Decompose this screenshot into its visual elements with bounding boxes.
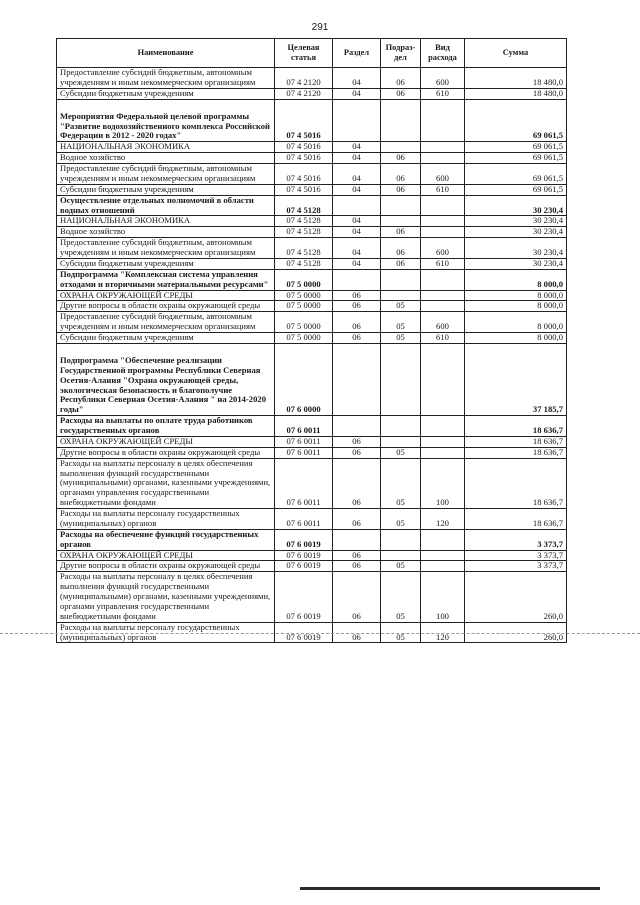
header-amount: Сумма	[465, 39, 567, 68]
row-section-cell	[333, 99, 381, 142]
table-row	[57, 216, 567, 227]
row-amount-cell: 18 480,0	[465, 68, 567, 89]
row-type-cell	[421, 227, 465, 238]
row-subsection-cell: 06	[381, 184, 421, 195]
row-name-cell: Расходы на выплаты по оплате труда работников государственных органов	[57, 416, 275, 437]
row-amount-cell: 30 230,4	[465, 195, 567, 216]
row-amount-cell: 69 061,5	[465, 153, 567, 164]
row-name-cell: Расходы на обеспечение функций государственных органов	[57, 529, 275, 550]
row-code-cell: 07 4 5016	[275, 99, 333, 142]
row-amount-cell: 3 373,7	[465, 529, 567, 550]
row-type-cell	[421, 550, 465, 561]
row-section-cell: 04	[333, 164, 381, 185]
row-section-cell: 06	[333, 572, 381, 622]
row-section-cell: 06	[333, 509, 381, 530]
row-name-cell: Расходы на выплаты персоналу в целях обеспечения выполнения функций государственными (муниципальными) органами, казенными учреждениями, органами управления государственными внебюджетными фондами	[57, 458, 275, 508]
row-section-cell: 06	[333, 312, 381, 333]
row-amount-cell: 8 000,0	[465, 301, 567, 312]
row-amount-cell: 8 000,0	[465, 333, 567, 344]
table-row	[57, 258, 567, 269]
row-subsection-cell	[381, 99, 421, 142]
header-section: Раздел	[333, 39, 381, 68]
row-name-cell: Другие вопросы в области охраны окружающей среды	[57, 447, 275, 458]
row-code-cell: 07 4 5016	[275, 164, 333, 185]
table-row	[57, 301, 567, 312]
table-row	[57, 529, 567, 550]
row-type-cell: 600	[421, 164, 465, 185]
row-code-cell: 07 4 2120	[275, 88, 333, 99]
table-row	[57, 343, 567, 415]
row-subsection-cell	[381, 416, 421, 437]
row-name-cell: Водное хозяйство	[57, 153, 275, 164]
row-type-cell: 120	[421, 509, 465, 530]
row-code-cell: 07 4 5128	[275, 195, 333, 216]
row-subsection-cell	[381, 436, 421, 447]
row-code-cell: 07 5 0000	[275, 290, 333, 301]
table-row	[57, 312, 567, 333]
row-type-cell	[421, 343, 465, 415]
row-name-cell: Расходы на выплаты персоналу в целях обеспечения выполнения функций государственными (муниципальными) органами, казенными учреждениями, органами управления государственными внебюджетными фондами	[57, 572, 275, 622]
row-amount-cell: 69 061,5	[465, 164, 567, 185]
header-expense-type: Вид расхода	[421, 39, 465, 68]
row-section-cell: 06	[333, 561, 381, 572]
row-code-cell: 07 6 0019	[275, 529, 333, 550]
row-type-cell	[421, 436, 465, 447]
row-name-cell: Предоставление субсидий бюджетным, автономным учреждениям и иным некоммерческим организациям	[57, 312, 275, 333]
row-section-cell: 04	[333, 238, 381, 259]
row-subsection-cell: 05	[381, 312, 421, 333]
row-code-cell: 07 5 0000	[275, 301, 333, 312]
row-amount-cell: 18 636,7	[465, 458, 567, 508]
row-subsection-cell: 06	[381, 68, 421, 89]
row-subsection-cell: 05	[381, 572, 421, 622]
row-subsection-cell	[381, 290, 421, 301]
row-name-cell: Подпрограмма "Комплексная система управления отходами и вторичными материальными ресурсами"	[57, 269, 275, 290]
row-section-cell: 06	[333, 436, 381, 447]
row-amount-cell: 260,0	[465, 572, 567, 622]
row-amount-cell: 18 636,7	[465, 447, 567, 458]
row-code-cell: 07 4 5016	[275, 153, 333, 164]
row-name-cell: Субсидии бюджетным учреждениям	[57, 184, 275, 195]
table-row	[57, 184, 567, 195]
row-section-cell	[333, 416, 381, 437]
row-code-cell: 07 6 0019	[275, 561, 333, 572]
row-name-cell: НАЦИОНАЛЬНАЯ ЭКОНОМИКА	[57, 216, 275, 227]
row-subsection-cell: 06	[381, 164, 421, 185]
row-code-cell: 07 4 5128	[275, 227, 333, 238]
row-code-cell: 07 4 5128	[275, 258, 333, 269]
row-name-cell: Водное хозяйство	[57, 227, 275, 238]
row-name-cell: Предоставление субсидий бюджетным, автономным учреждениям и иным некоммерческим организациям	[57, 238, 275, 259]
row-section-cell: 04	[333, 68, 381, 89]
table-row	[57, 99, 567, 142]
row-section-cell: 04	[333, 153, 381, 164]
table-row	[57, 436, 567, 447]
row-type-cell	[421, 447, 465, 458]
row-code-cell: 07 4 5016	[275, 184, 333, 195]
row-name-cell: Другие вопросы в области охраны окружающей среды	[57, 301, 275, 312]
row-section-cell: 04	[333, 142, 381, 153]
row-code-cell: 07 5 0000	[275, 333, 333, 344]
row-code-cell: 07 6 0011	[275, 436, 333, 447]
table-row	[57, 333, 567, 344]
row-type-cell: 600	[421, 68, 465, 89]
row-subsection-cell	[381, 142, 421, 153]
row-type-cell: 610	[421, 333, 465, 344]
row-section-cell: 04	[333, 88, 381, 99]
row-amount-cell: 8 000,0	[465, 312, 567, 333]
row-type-cell: 120	[421, 622, 465, 643]
table-row	[57, 458, 567, 508]
row-code-cell: 07 6 0011	[275, 509, 333, 530]
row-amount-cell: 30 230,4	[465, 238, 567, 259]
header-name: Наименование	[57, 39, 275, 68]
row-name-cell: Предоставление субсидий бюджетным, автономным учреждениям и иным некоммерческим организациям	[57, 68, 275, 89]
row-name-cell: ОХРАНА ОКРУЖАЮЩЕЙ СРЕДЫ	[57, 290, 275, 301]
row-section-cell: 06	[333, 550, 381, 561]
row-code-cell: 07 6 0019	[275, 572, 333, 622]
scan-edge-bar	[300, 887, 600, 890]
row-amount-cell: 18 636,7	[465, 416, 567, 437]
row-name-cell: Субсидии бюджетным учреждениям	[57, 258, 275, 269]
row-section-cell	[333, 269, 381, 290]
row-section-cell: 06	[333, 458, 381, 508]
row-amount-cell: 18 636,7	[465, 436, 567, 447]
row-name-cell: Субсидии бюджетным учреждениям	[57, 88, 275, 99]
row-amount-cell: 18 636,7	[465, 509, 567, 530]
row-subsection-cell: 05	[381, 447, 421, 458]
table-row	[57, 269, 567, 290]
row-amount-cell: 37 185,7	[465, 343, 567, 415]
row-name-cell: Расходы на выплаты персоналу государственных (муниципальных) органов	[57, 622, 275, 643]
row-amount-cell: 30 230,4	[465, 227, 567, 238]
row-subsection-cell: 05	[381, 622, 421, 643]
row-subsection-cell	[381, 195, 421, 216]
row-type-cell: 600	[421, 312, 465, 333]
row-amount-cell: 3 373,7	[465, 561, 567, 572]
table-row	[57, 164, 567, 185]
row-type-cell	[421, 216, 465, 227]
row-subsection-cell: 06	[381, 153, 421, 164]
row-type-cell	[421, 142, 465, 153]
row-name-cell: НАЦИОНАЛЬНАЯ ЭКОНОМИКА	[57, 142, 275, 153]
row-subsection-cell	[381, 550, 421, 561]
row-subsection-cell: 06	[381, 227, 421, 238]
row-subsection-cell	[381, 343, 421, 415]
row-type-cell: 610	[421, 258, 465, 269]
table-row	[57, 509, 567, 530]
header-code: Целевая статья	[275, 39, 333, 68]
row-subsection-cell: 05	[381, 458, 421, 508]
row-section-cell	[333, 529, 381, 550]
row-subsection-cell: 06	[381, 258, 421, 269]
row-subsection-cell	[381, 269, 421, 290]
row-name-cell: Подпрограмма "Обеспечение реализации Государственной программы Республики Северная Осетия-Алания "Охрана окружающей среды, экологическая безопасность и благополучие Республики Северная Осетия-Алания " на 2014-2020 годы"	[57, 343, 275, 415]
row-section-cell: 04	[333, 258, 381, 269]
row-section-cell: 04	[333, 184, 381, 195]
table-row	[57, 447, 567, 458]
row-code-cell: 07 5 0000	[275, 269, 333, 290]
row-type-cell: 100	[421, 572, 465, 622]
row-name-cell: ОХРАНА ОКРУЖАЮЩЕЙ СРЕДЫ	[57, 550, 275, 561]
row-subsection-cell: 06	[381, 88, 421, 99]
row-amount-cell: 30 230,4	[465, 258, 567, 269]
row-type-cell	[421, 561, 465, 572]
scan-fold-line	[0, 633, 640, 634]
row-name-cell: Предоставление субсидий бюджетным, автономным учреждениям и иным некоммерческим организациям	[57, 164, 275, 185]
row-amount-cell: 69 061,5	[465, 99, 567, 142]
row-type-cell: 610	[421, 184, 465, 195]
row-code-cell: 07 6 0019	[275, 550, 333, 561]
row-type-cell	[421, 195, 465, 216]
row-section-cell	[333, 343, 381, 415]
table-row	[57, 238, 567, 259]
row-type-cell: 610	[421, 88, 465, 99]
row-type-cell: 600	[421, 238, 465, 259]
row-subsection-cell: 05	[381, 509, 421, 530]
row-subsection-cell: 05	[381, 561, 421, 572]
row-section-cell: 06	[333, 290, 381, 301]
table-row	[57, 153, 567, 164]
row-type-cell	[421, 529, 465, 550]
table-row	[57, 68, 567, 89]
header-subsection: Подраз-дел	[381, 39, 421, 68]
row-amount-cell: 30 230,4	[465, 216, 567, 227]
table-row	[57, 142, 567, 153]
row-amount-cell: 260,0	[465, 622, 567, 643]
row-name-cell: Другие вопросы в области охраны окружающей среды	[57, 561, 275, 572]
row-section-cell	[333, 195, 381, 216]
row-subsection-cell: 06	[381, 238, 421, 259]
row-type-cell	[421, 301, 465, 312]
row-code-cell: 07 5 0000	[275, 312, 333, 333]
row-type-cell	[421, 416, 465, 437]
row-amount-cell: 8 000,0	[465, 269, 567, 290]
row-section-cell: 06	[333, 301, 381, 312]
row-name-cell: Мероприятия Федеральной целевой программы "Развитие водохозяйственного комплекса Российской Федерации в 2012 - 2020 годах"	[57, 99, 275, 142]
row-type-cell	[421, 153, 465, 164]
budget-table	[56, 38, 567, 643]
row-section-cell: 04	[333, 216, 381, 227]
row-name-cell: Расходы на выплаты персоналу государственных (муниципальных) органов	[57, 509, 275, 530]
row-code-cell: 07 6 0011	[275, 458, 333, 508]
row-subsection-cell: 05	[381, 301, 421, 312]
row-amount-cell: 69 061,5	[465, 184, 567, 195]
row-code-cell: 07 4 2120	[275, 68, 333, 89]
row-amount-cell: 18 480,0	[465, 88, 567, 99]
table-row	[57, 88, 567, 99]
table-row	[57, 572, 567, 622]
row-type-cell	[421, 269, 465, 290]
page-number: 291	[311, 22, 329, 33]
table-row	[57, 561, 567, 572]
row-section-cell: 06	[333, 333, 381, 344]
row-name-cell: ОХРАНА ОКРУЖАЮЩЕЙ СРЕДЫ	[57, 436, 275, 447]
row-section-cell: 06	[333, 622, 381, 643]
row-code-cell: 07 6 0011	[275, 416, 333, 437]
row-name-cell: Осуществление отдельных полномочий в области водных отношений	[57, 195, 275, 216]
row-amount-cell: 69 061,5	[465, 142, 567, 153]
row-code-cell: 07 4 5128	[275, 216, 333, 227]
table-row	[57, 290, 567, 301]
table-body	[57, 68, 567, 643]
row-type-cell	[421, 99, 465, 142]
row-subsection-cell	[381, 529, 421, 550]
row-subsection-cell	[381, 216, 421, 227]
row-name-cell: Субсидии бюджетным учреждениям	[57, 333, 275, 344]
table-row	[57, 227, 567, 238]
table-row	[57, 195, 567, 216]
table-row	[57, 550, 567, 561]
row-type-cell	[421, 290, 465, 301]
row-code-cell: 07 6 0019	[275, 622, 333, 643]
row-code-cell: 07 6 0000	[275, 343, 333, 415]
table-row	[57, 416, 567, 437]
row-type-cell: 100	[421, 458, 465, 508]
row-amount-cell: 3 373,7	[465, 550, 567, 561]
table-header-row	[57, 39, 567, 68]
row-code-cell: 07 4 5128	[275, 238, 333, 259]
row-code-cell: 07 4 5016	[275, 142, 333, 153]
row-amount-cell: 8 000,0	[465, 290, 567, 301]
row-section-cell: 06	[333, 447, 381, 458]
row-section-cell: 04	[333, 227, 381, 238]
row-code-cell: 07 6 0011	[275, 447, 333, 458]
row-subsection-cell: 05	[381, 333, 421, 344]
